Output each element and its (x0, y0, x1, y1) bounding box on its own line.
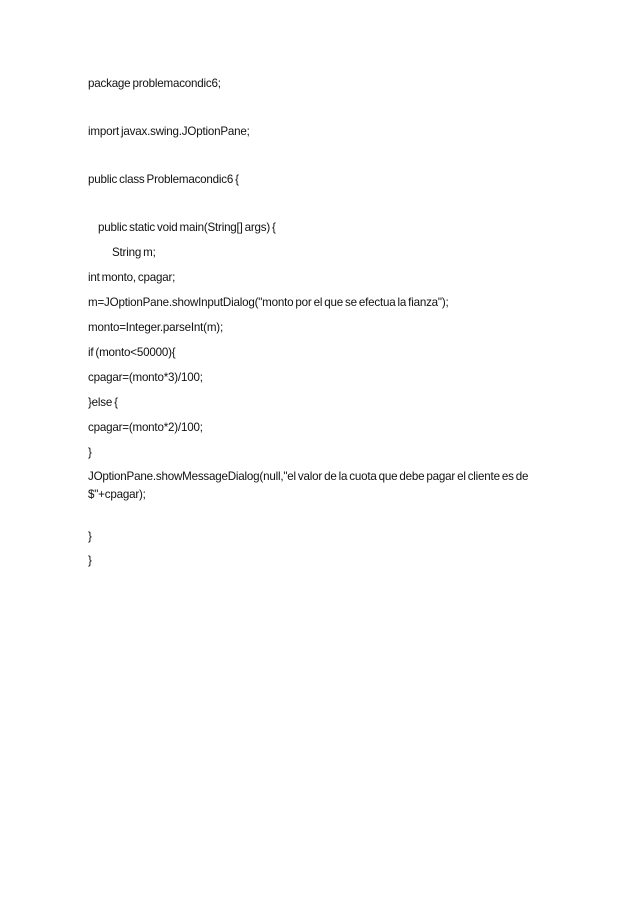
code-line-string-declaration: String m; (112, 246, 156, 259)
code-line-message-dialog: JOptionPane.showMessageDialog(null,"el valor de la cuota que debe pagar el cliente es de (88, 470, 529, 483)
code-line-class-declaration: public class Problemacondic6 { (88, 173, 239, 186)
code-line-else: }else { (88, 396, 118, 409)
code-line-input-dialog: m=JOptionPane.showInputDialog("monto por el que se efectua la fianza"); (88, 296, 449, 309)
code-line-cpagar-two: cpagar=(monto*2)/100; (88, 421, 203, 434)
code-line-class-close: } (88, 554, 92, 567)
code-line-if-close: } (88, 446, 92, 459)
code-line-import: import javax.swing.JOptionPane; (88, 125, 250, 138)
code-line-cpagar-three: cpagar=(monto*3)/100; (88, 371, 203, 384)
code-line-package: package problemacondic6; (88, 77, 221, 90)
code-line-main-method: public static void main(String[] args) { (98, 221, 276, 234)
code-line-parse-int: monto=Integer.parseInt(m); (88, 321, 223, 334)
code-line-int-declaration: int monto, cpagar; (88, 271, 176, 284)
code-line-method-close: } (88, 530, 92, 543)
code-line-if-condition: if (monto<50000){ (88, 346, 176, 359)
code-line-message-dialog-continued: $"+cpagar); (88, 488, 146, 501)
